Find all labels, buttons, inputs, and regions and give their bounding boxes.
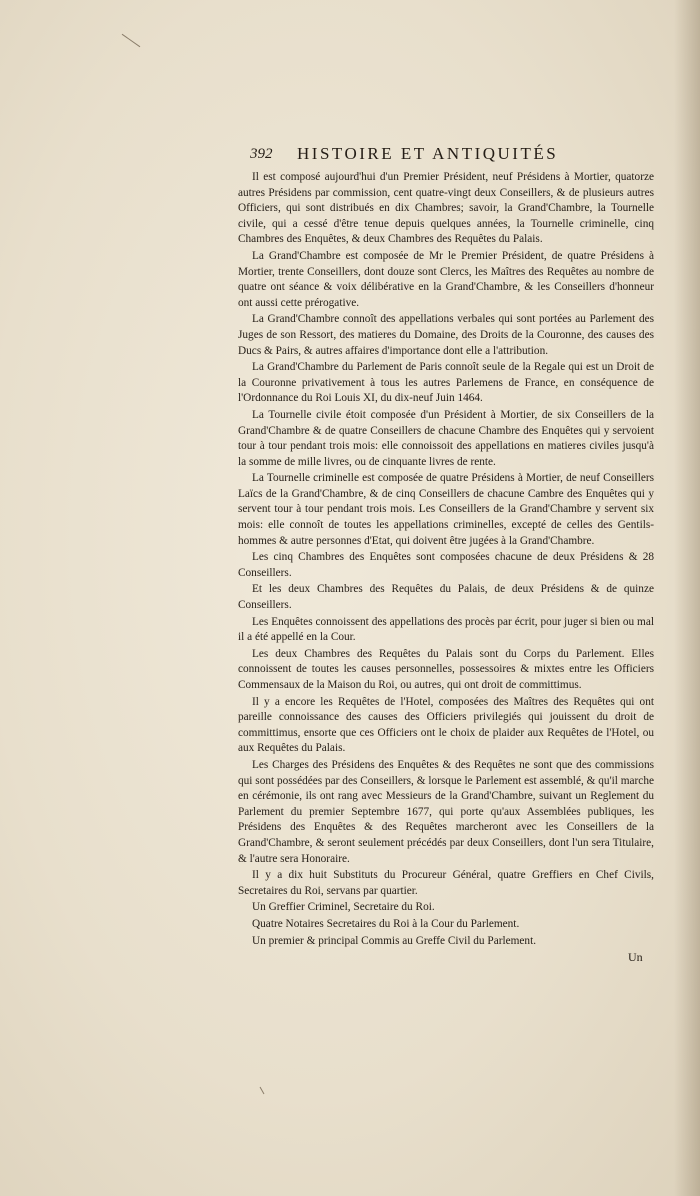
paragraph: Et les deux Chambres des Requêtes du Palais, de deux Présidens & de quinze Conseillers. [238, 583, 654, 612]
paragraph: Quatre Notaires Secretaires du Roi à la Cour du Parlement. [252, 917, 520, 930]
paragraph: La Tournelle civile étoit composée d'un Président à Mortier, de six Conseillers de la Grand'Chambre & de quatre Conseillers de chacune Chambre des Enquêtes qui y servoient tour à tour pendant trois mois: elle connoissoit des appellations en matieres civiles jusqu'à la somme de mille livres, ou de cinquante livres de rente. [238, 408, 654, 468]
paragraph: Un premier & principal Commis au Greffe Civil du Parlement. [252, 934, 537, 947]
paragraph: Il est composé aujourd'hui d'un Premier Président, neuf Présidens à Mortier, quatorze autres Présidens par commission, cent quatre-vingt deux Conseillers, & de plusieurs autres Officiers, qui sont distribués en dix Chambres; savoir, la Grand'Chambre, la Tournelle civile, qui a cessé d'être tenue depuis quelques années, la Tournelle criminelle, cinq Chambres des Enquêtes, & deux Chambres des Requêtes du Palais. [238, 171, 654, 246]
running-head: HISTOIRE ET ANTIQUITÉS [297, 144, 559, 163]
paragraph: Il y a encore les Requêtes de l'Hotel, composées des Maîtres des Requêtes qui ont pareille connoissance des causes des Officiers privilegiés qui jouissent du droit de committimus, ensorte que ces Officiers ont le choix de plaider aux Requêtes de l'Hotel, ou aux Requêtes du Palais. [238, 695, 654, 755]
paragraph: La Grand'Chambre du Parlement de Paris connoît seule de la Regale qui est un Droit de la Couronne privativement à tous les autres Parlemens de France, en conséquence de l'Ordonnance du Roi Louis XI, du dix-neuf Juin 1464. [238, 361, 654, 405]
paper-mark [260, 1087, 265, 1094]
paragraph: Les Charges des Présidens des Enquêtes & des Requêtes ne sont que des commissions qui sont possédées par des Conseillers, & lorsque le Parlement est assemblé, & qu'il marche en cérémonie, ils ont rang avec Messieurs de la Grand'Chambre, suivant un Reglement du Parlement du premier Septembre 1677, qui porte qu'aux Assemblées publiques, les Présidens des Enquêtes & des Requêtes marcheront avec les Conseillers de la Grand'Chambre, & seront seulement précédés par deux Conseillers, dont l'un sera Titulaire, & l'autre sera Honoraire. [238, 758, 654, 865]
paragraph: La Grand'Chambre connoît des appellations verbales qui sont portées au Parlement des Juges de son Ressort, des matieres du Domaine, des Droits de la Couronne, des causes des Ducs & Pairs, & autres affaires d'importance dont elle a l'attribution. [238, 313, 654, 357]
paragraph: La Tournelle criminelle est composée de quatre Présidens à Mortier, de neuf Conseillers Laïcs de la Grand'Chambre, & de cinq Conseillers de chacune Cambre des Enquêtes qui y servent tour à tour pendant trois mois. Les Conseillers de la Grand'Chambre y servent six mois: elle connoît de toutes les appellations criminelles, excepté de celles des Gentils-hommes & autre personnes d'Etat, qui doivent être jugées à la Grand'Chambre. [238, 472, 654, 547]
page-number: 392 [250, 146, 273, 162]
paragraph: Les deux Chambres des Requêtes du Palais sont du Corps du Parlement. Elles connoissent de toutes les causes personnelles, possessoires & mixtes entre les Officiers Commensaux de la Maison du Roi, ou autres, qui ont droit de committimus. [238, 647, 654, 691]
paragraph: Les Enquêtes connoissent des appellations des procès par écrit, pour juger si bien ou mal il a été appellé en la Cour. [238, 615, 654, 644]
paragraph: Il y a dix huit Substituts du Procureur Général, quatre Greffiers en Chef Civils, Secretaires du Roi, servans par quartier. [238, 869, 654, 897]
paragraph: La Grand'Chambre est composée de Mr le Premier Président, de quatre Présidens à Mortier, trente Conseillers, dont douze sont Clercs, les Maîtres des Requêtes au nombre de quatre ont séance & voix délibérative en la Grand'Chambre, & les Conseillers d'honneur ont aussi cette prérogative. [238, 249, 654, 309]
paragraph: Les cinq Chambres des Enquêtes sont composées chacune de deux Présidens & 28 Conseillers. [238, 551, 654, 579]
page-header [250, 146, 670, 168]
paragraph: Un Greffier Criminel, Secretaire du Roi. [252, 901, 435, 914]
body-text [238, 170, 654, 950]
catchword: Un [628, 950, 643, 964]
paper-mark [122, 34, 141, 47]
page-edge-shadow [674, 0, 700, 1196]
